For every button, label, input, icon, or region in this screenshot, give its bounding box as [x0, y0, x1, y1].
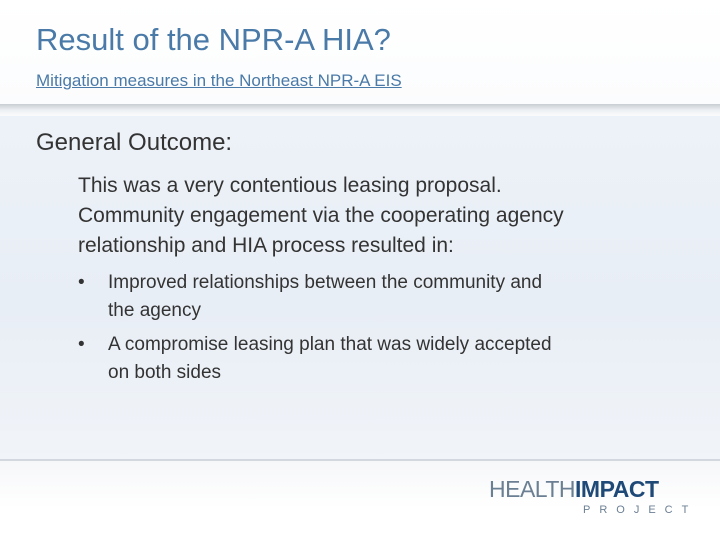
- logo-wordmark: [489, 478, 659, 501]
- paragraph-line: This was a very contentious leasing proposal.: [78, 174, 502, 197]
- slide-title: Result of the NPR-A HIA?: [36, 22, 391, 57]
- bullet-item: [78, 331, 698, 387]
- bullet-text: [108, 331, 698, 387]
- slide-subtitle[interactable]: Mitigation measures in the Northeast NPR-A EIS: [36, 71, 402, 90]
- bullet-line: on both sides: [108, 362, 222, 383]
- bullet-marker: •: [78, 272, 85, 293]
- logo-health-text: HEALTH: [489, 476, 576, 502]
- bullet-marker: •: [78, 334, 85, 355]
- slide-header: [0, 0, 720, 106]
- bullet-line: the agency: [108, 300, 201, 321]
- content-paragraph: [78, 171, 708, 261]
- logo-project-text: PROJECT: [583, 504, 698, 516]
- paragraph-line: relationship and HIA process resulted in:: [78, 234, 454, 257]
- bullet-line: A compromise leasing plan that was widely accepted: [108, 334, 552, 355]
- bullet-line: Improved relationships between the community and: [108, 272, 543, 293]
- bullet-list: [78, 269, 698, 393]
- paragraph-line: Community engagement via the cooperating agency: [78, 204, 564, 227]
- logo-impact-text: IMPACT: [575, 476, 659, 502]
- bullet-item: [78, 269, 698, 325]
- content-heading: General Outcome:: [36, 129, 233, 156]
- bullet-text: [108, 269, 698, 325]
- health-impact-project-logo: [489, 476, 698, 520]
